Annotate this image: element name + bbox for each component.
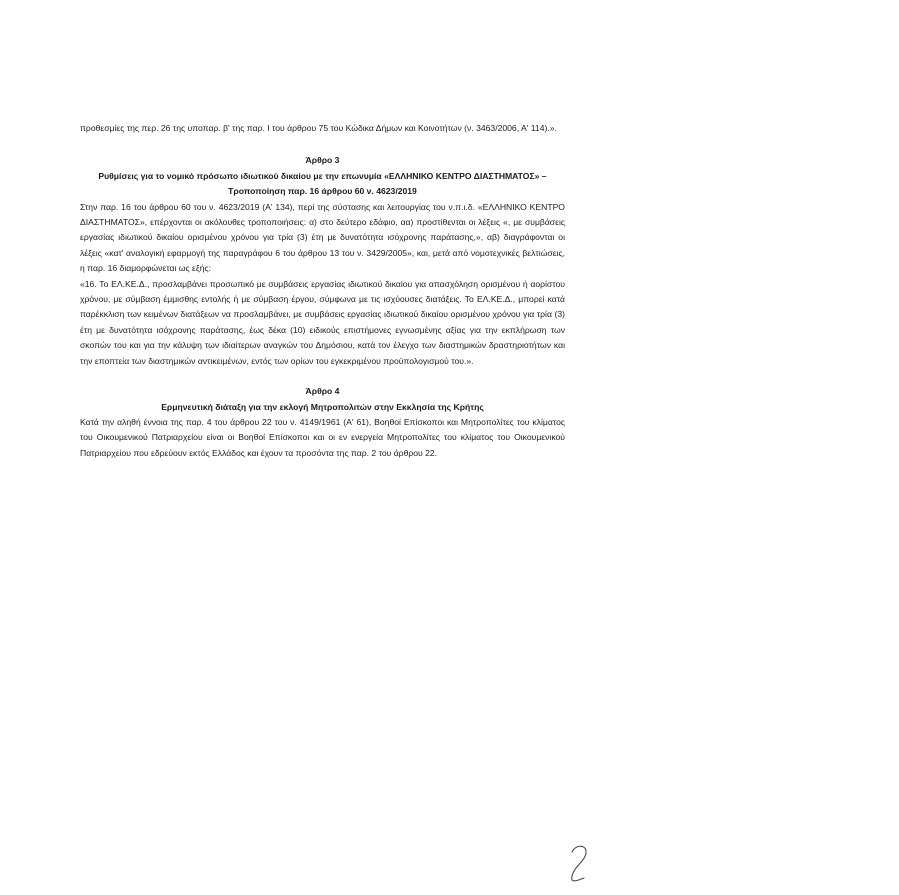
handwritten-page-number: [566, 843, 592, 883]
handwritten-page-number-glyph: [566, 843, 592, 883]
article-3-paragraph-1: Στην παρ. 16 του άρθρου 60 του ν. 4623/2019 (Α' 134), περί της σύστασης και λειτουργίας του ν.π.ι.δ. «ΕΛΛΗΝΙΚΟ ΚΕΝΤΡΟ ΔΙΑΣΤΗΜΑΤΟΣ», επέρχονται οι ακόλουθες τροποποιήσεις: α) στο δεύτερο εδάφιο, αα) προστίθενται οι λέξεις «, με συμβάσεις εργασίας ιδιωτικού δικαίου ορισμένου χρόνου για τρία (3) έτη με δυνατότητα ισόχρονης παράτασης,», αβ) διαγράφονται οι λέξεις «κατ' αναλογική εφαρμογή της παραγράφου 6 του άρθρου 13 του ν. 3429/2005», και, μετά από νομοτεχνικές βελτιώσεις, η παρ. 16 διαμορφώνεται ως εξής:: [80, 201, 565, 274]
article-4-title: Άρθρο 4: [305, 386, 340, 397]
intro-paragraph: προθεσμίες της περ. 26 της υποπαρ. β' της παρ. Ι του άρθρου 75 του Κώδικα Δήμων και Κοινοτήτων (ν. 3463/2006, Α' 114).».: [80, 123, 557, 133]
article-3-heading: Ρυθμίσεις για το νομικό πρόσωπο ιδιωτικού δικαίου με την επωνυμία «ΕΛΛΗΝΙΚΟ ΚΕΝΤΡΟ ΔΙΑΣΤΗΜΑΤΟΣ» – Τροποποίηση παρ. 16 άρθρου 60 ν. 4623/2019: [98, 170, 547, 197]
article-3-title: Άρθρο 3: [305, 155, 340, 166]
article-3-paragraph-2: «16. Το ΕΛ.ΚΕ.Δ., προσλαμβάνει προσωπικό με συμβάσεις εργασίας ιδιωτικού δικαίου για απασχόληση ορισμένου ή αορίστου χρόνου, με σύμβαση έμμισθης εντολής ή με σύμβαση έργου, σύμφωνα με τις ισχύουσες διατάξεις. Το ΕΛ.ΚΕ.Δ., μπορεί κατά παρέκκλιση των κειμένων διατάξεων να προσλαμβάνει, με συμβάσεις εργασίας ιδιωτικού δικαίου ορισμένου χρόνου για τρία (3) έτη με δυνατότητα ισόχρονης παράτασης, έως δέκα (10) ειδικούς επιστήμονες εγνωσμένης αξίας για την εκπλήρωση των σκοπών του και για την κάλυψη των ιδιαίτερων αναγκών του Δημόσιου, κατά τον έλεγχο των διαστημικών δραστηριοτήτων και την εποπτεία των διαστημικών αντικειμένων, εντός των ορίων του εγκεκριμένου προϋπολογισμού του.».: [80, 278, 565, 366]
article-4-paragraph-1: Κατά την αληθή έννοια της παρ. 4 του άρθρου 22 του ν. 4149/1961 (Α' 61), Βοηθοί Επίσκοποι και Μητροπολίτες του κλίματος του Οικουμενικού Πατριαρχείου είναι οι Βοηθοί Επίσκοποι και οι εν ενεργεία Μητροπολίτες του κλίματος του Οικουμενικού Πατριαρχείου που εδρεύουν εκτός Ελλάδος και έχουν τα προσόντα της παρ. 2 του άρθρου 22.: [80, 416, 565, 458]
article-3: [80, 153, 565, 369]
article-4: [80, 384, 565, 461]
document-body: [80, 121, 565, 461]
article-4-heading: Ερμηνευτική διάταξη για την εκλογή Μητροπολιτών στην Εκκλησία της Κρήτης: [161, 401, 484, 412]
